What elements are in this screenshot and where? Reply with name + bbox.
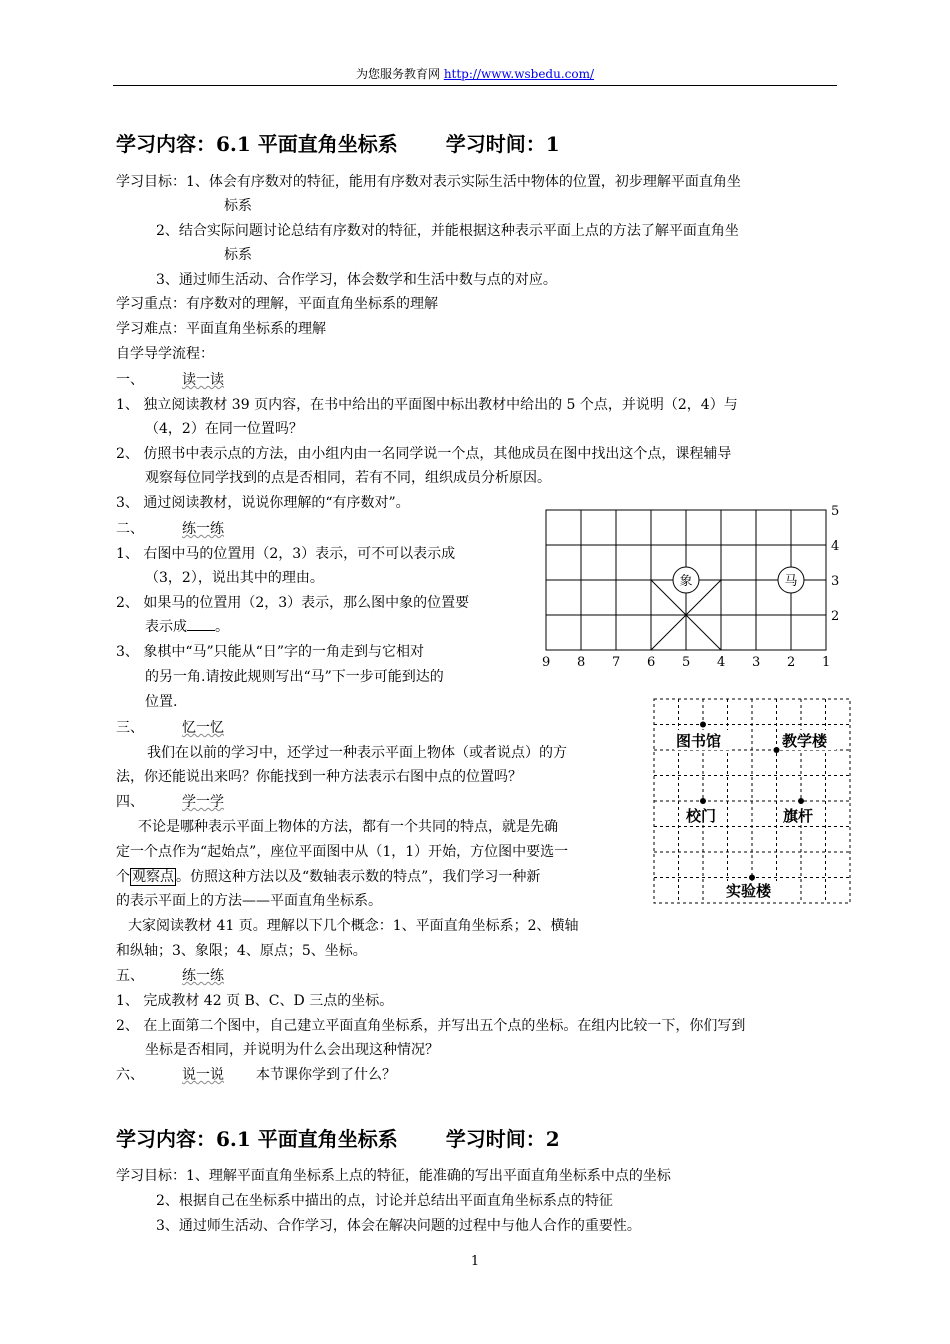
gate-label: 校门	[686, 807, 717, 825]
goal3: 3、通过师生活动、合作学习，体会数学和生活中数与点的对应。	[156, 272, 557, 288]
part1-item1: 1、 独立阅读教材 39 页内容，在书中给出的平面图中标出教材中给出的 5 个点，并说明（2，4）与	[116, 397, 738, 413]
part1-item2-cont: 观察每位同学找到的点是否相同，若有不同，组织成员分析原因。	[145, 470, 551, 486]
part4-line3	[116, 865, 540, 889]
part3-line1: 我们在以前的学习中，还学过一种表示平面上物体（或者说点）的方	[147, 745, 567, 761]
part5-item1: 1、 完成教材 42 页 B、C、D 三点的坐标。	[116, 993, 394, 1009]
page-header	[0, 66, 950, 82]
goal-line1	[116, 170, 741, 194]
header-site: 为您服务教育网	[355, 67, 440, 81]
library-point	[700, 722, 706, 728]
x-label: 3	[752, 655, 761, 670]
section2-title-time: 学习时间：2	[445, 1127, 560, 1151]
part2-item3-cont: 的另一角.请按此规则写出“马”下一步可能到达的	[145, 669, 444, 685]
part4-number: 四、	[116, 794, 144, 810]
observation-point-box: 观察点	[132, 869, 174, 885]
part4-line2: 定一个点作为“起始点”，座位平面图中从（1，1）开始，方位图中要选一	[116, 844, 569, 860]
part2-item2-end: 。	[215, 619, 229, 635]
library-label: 图书馆	[676, 732, 722, 750]
lab-point	[749, 875, 755, 881]
part3-number: 三、	[116, 720, 144, 736]
teaching-label: 教学楼	[782, 732, 828, 750]
elephant-label: 象	[679, 574, 693, 589]
flow-label: 自学导学流程：	[116, 346, 214, 362]
part4-title: 学一学	[182, 794, 224, 810]
section2-title-content: 学习内容：6.1 平面直角坐标系	[116, 1127, 398, 1151]
y-label: 3	[831, 574, 840, 589]
part2-item1: 1、 右图中马的位置用（2，3）表示，可不可以表示成	[116, 546, 456, 562]
goal1-cont: 标系	[224, 198, 252, 214]
x-label: 2	[787, 655, 796, 670]
y-label: 2	[831, 609, 840, 624]
part2-item2-prefix: 表示成	[145, 619, 187, 635]
part4-line1: 不论是哪种表示平面上物体的方法，都有一个共同的特点，就是先确	[138, 819, 558, 835]
difficult-point: 学习难点：平面直角坐标系的理解	[116, 321, 326, 337]
y-label: 4	[831, 539, 840, 554]
part4-line3-rest: 。仿照这种方法以及“数轴表示数的特点”，我们学习一种新	[176, 869, 541, 885]
goal2: 2、结合实际问题讨论总结有序数对的特征，并能根据这种表示平面上点的方法了解平面直角坐	[156, 223, 739, 239]
flagpole-point	[798, 798, 804, 804]
part5-number: 五、	[116, 968, 144, 984]
x-label: 7	[612, 655, 621, 670]
y-label: 5	[831, 504, 840, 519]
part2-item2-cont	[145, 615, 229, 639]
horse-label: 马	[784, 574, 798, 589]
campus-map-diagram	[650, 695, 855, 905]
x-label: 5	[682, 655, 691, 670]
part1-title: 读一读	[182, 372, 224, 388]
part4-line5: 大家阅读教材 41 页。理解以下几个概念：1、平面直角坐标系；2、横轴	[128, 918, 579, 934]
part1-item3: 3、 通过阅读教材，说说你理解的“有序数对”。	[116, 495, 410, 511]
part1-item2: 2、 仿照书中表示点的方法，由小组内由一名同学说一个点，其他成员在图中找出这个点，课程辅导	[116, 446, 732, 462]
part3-title: 忆一忆	[182, 720, 224, 736]
answer-blank[interactable]	[187, 616, 215, 631]
part1-item1-cont: （4，2）在同一位置吗？	[145, 421, 303, 437]
section2-goal1: 学习目标：1、理解平面直角坐标系上点的特征，能准确的写出平面直角坐标系中点的坐标	[116, 1168, 671, 1184]
part5-title: 练一练	[182, 968, 224, 984]
goal2-cont: 标系	[224, 247, 252, 263]
x-label: 4	[717, 655, 726, 670]
header-rule	[113, 85, 837, 86]
section2-title	[116, 1125, 560, 1153]
part2-item1-cont: （3，2），说出其中的理由。	[145, 570, 324, 586]
part6-title: 说一说	[182, 1067, 224, 1083]
section2-goal2: 2、根据自己在坐标系中描出的点，讨论并总结出平面直角坐标系点的特征	[156, 1193, 613, 1209]
goal-label: 学习目标：	[116, 174, 186, 190]
part3-line2: 法，你还能说出来吗？你能找到一种方法表示右图中点的位置吗？	[116, 769, 522, 785]
section1-title	[116, 130, 560, 158]
gate-point	[700, 798, 706, 804]
part5-item2-cont: 坐标是否相同，并说明为什么会出现这种情况？	[145, 1042, 439, 1058]
x-label: 8	[577, 655, 586, 670]
header-link[interactable]: http://www.wsbedu.com/	[443, 67, 595, 81]
part4-line6: 和纵轴；3、象限；4、原点；5、坐标。	[116, 943, 367, 959]
flagpole-label: 旗杆	[783, 807, 814, 825]
part1-number: 一、	[116, 372, 144, 388]
part6-number: 六、	[116, 1067, 144, 1083]
part4-line3-prefix: 个	[116, 869, 130, 885]
teaching-point	[774, 747, 780, 753]
part2-title: 练一练	[182, 521, 224, 537]
part2-number: 二、	[116, 521, 144, 537]
lab-label: 实验楼	[726, 882, 772, 900]
chess-board-diagram	[540, 500, 850, 675]
campus-grid	[654, 699, 850, 903]
part2-item2: 2、 如果马的位置用（2，3）表示，那么图中象的位置要	[116, 595, 470, 611]
part6-text: 本节课你学到了什么？	[256, 1067, 396, 1083]
x-label: 9	[542, 655, 551, 670]
section1-title-content: 学习内容：6.1 平面直角坐标系	[116, 132, 398, 156]
key-point: 学习重点：有序数对的理解，平面直角坐标系的理解	[116, 296, 438, 312]
x-label: 1	[822, 655, 831, 670]
part4-line4: 的表示平面上的方法——平面直角坐标系。	[116, 893, 382, 909]
x-label: 6	[647, 655, 656, 670]
part2-item3-cont2: 位置.	[145, 694, 178, 710]
goal1: 1、体会有序数对的特征，能用有序数对表示实际生活中物体的位置，初步理解平面直角坐	[186, 174, 741, 190]
section1-title-time: 学习时间：1	[445, 132, 560, 156]
page-number: 1	[470, 1254, 480, 1269]
section2-goal3: 3、通过师生活动、合作学习，体会在解决问题的过程中与他人合作的重要性。	[156, 1218, 641, 1234]
part5-item2: 2、 在上面第二个图中，自己建立平面直角坐标系，并写出五个点的坐标。在组内比较一下，你们写到	[116, 1018, 746, 1034]
part2-item3: 3、 象棋中“马”只能从“日”字的一角走到与它相对	[116, 644, 424, 660]
